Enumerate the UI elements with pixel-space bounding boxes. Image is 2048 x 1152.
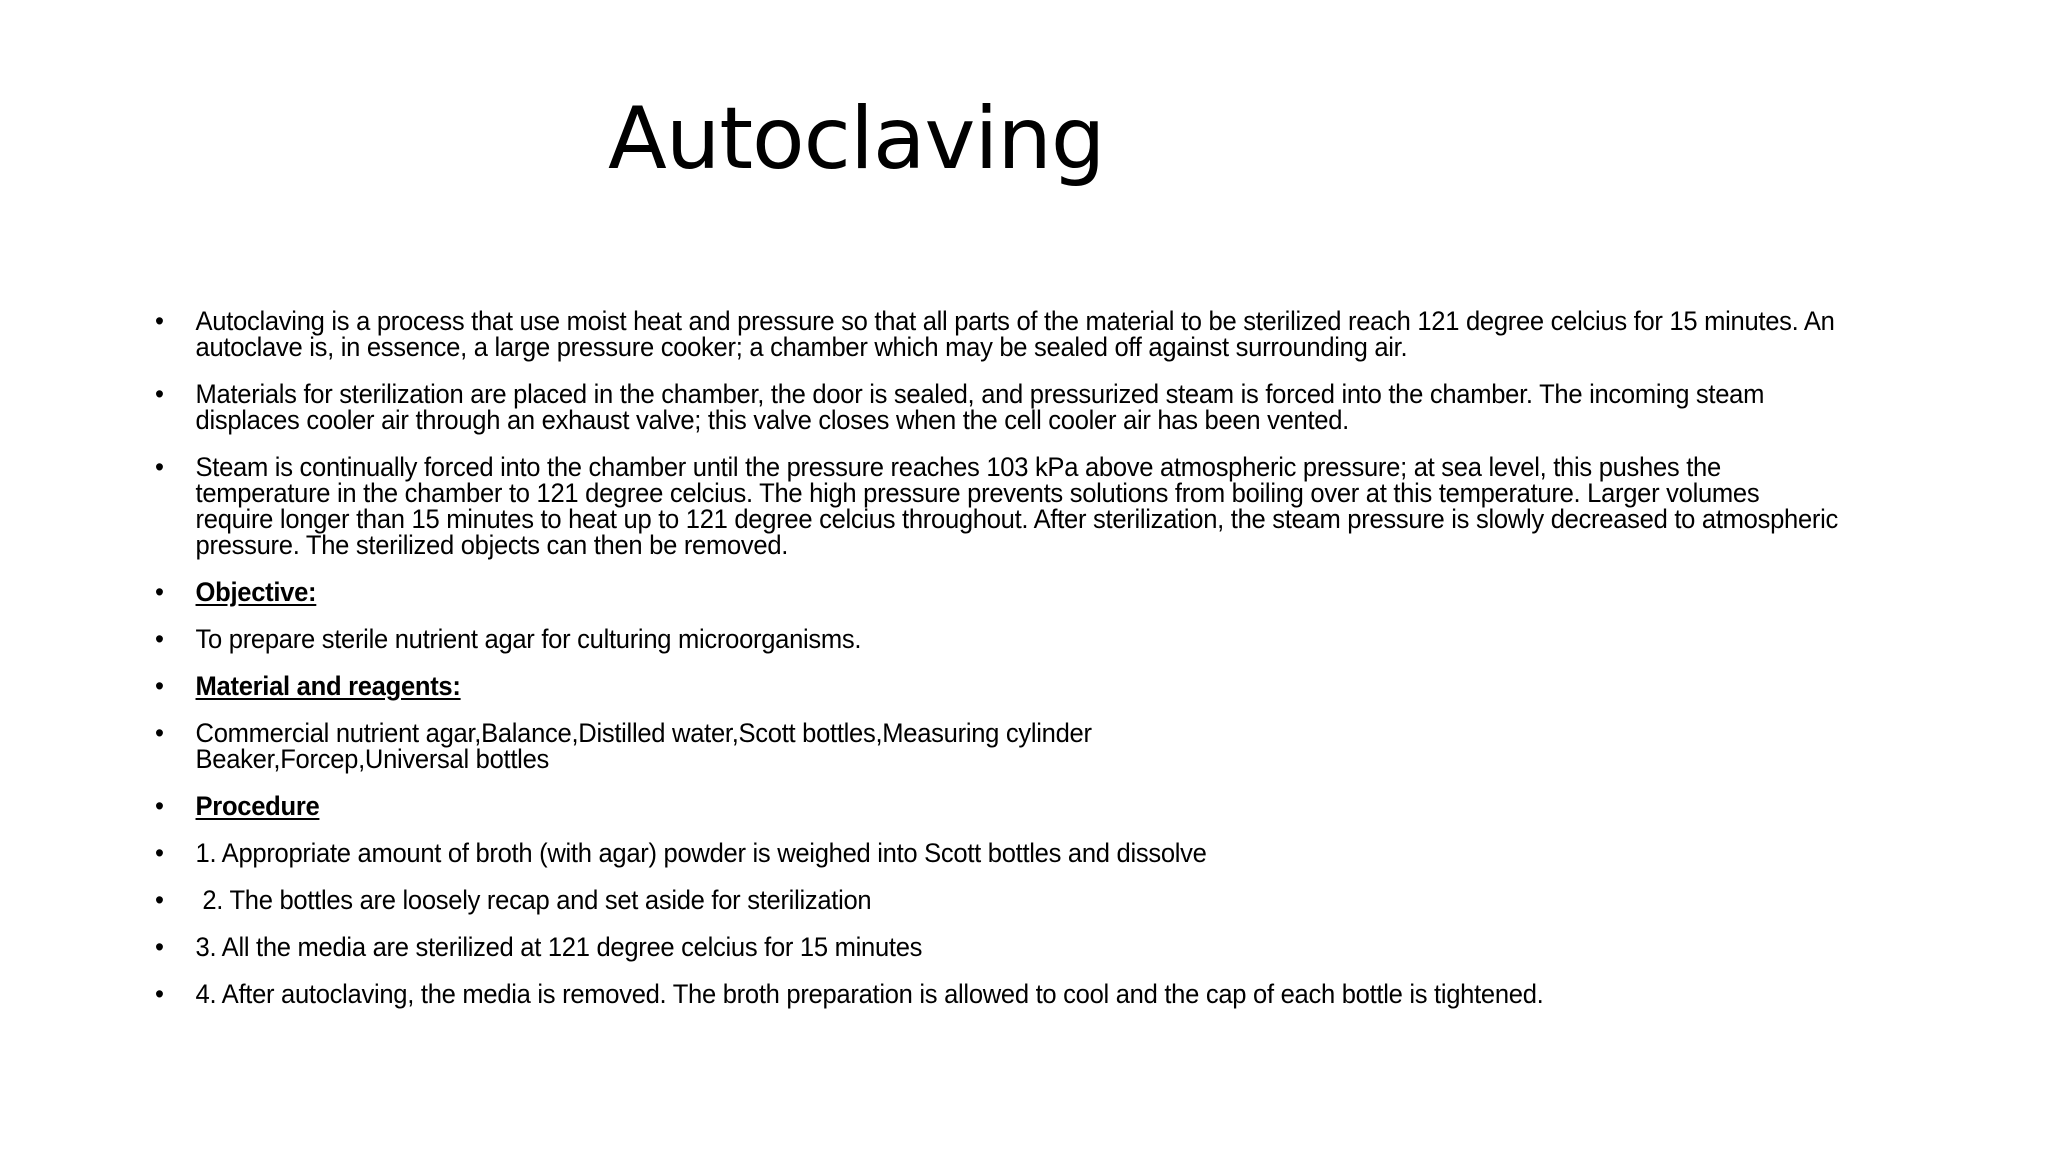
slide-title: Autoclaving bbox=[608, 89, 1105, 189]
bullet-text: To prepare sterile nutrient agar for culturing microorganisms. bbox=[195, 624, 862, 654]
bullet-text: 4. After autoclaving, the media is removed. The broth preparation is allowed to cool and the cap of each bottle is tightened. bbox=[195, 979, 1544, 1009]
section-heading: Material and reagents: bbox=[195, 671, 461, 701]
bullet-text: 1. Appropriate amount of broth (with agar) powder is weighed into Scott bottles and dissolve bbox=[195, 838, 1207, 868]
section-heading: Procedure bbox=[195, 791, 320, 821]
materials-line: Beaker,Forcep,Universal bottles bbox=[195, 744, 550, 774]
bullet-steam-pressure bbox=[155, 452, 1845, 560]
bullet-procedure-step-2 bbox=[155, 887, 1839, 913]
bullet-chamber-loading bbox=[155, 381, 1839, 433]
bullet-procedure-step-4 bbox=[155, 981, 1839, 1007]
bullet-autoclaving-definition bbox=[155, 306, 1842, 362]
bullet-text: Materials for sterilization are placed in the chamber, the door is sealed, and pressurized steam is forced into the chamber. The incoming steam displaces cooler air through an exhaust valve; this valve closes when the cell cooler air has been vented. bbox=[195, 379, 1771, 435]
bullet-procedure-step-3 bbox=[155, 934, 1839, 960]
section-heading: Objective: bbox=[195, 577, 317, 607]
bullet-text: Steam is continually forced into the chamber until the pressure reaches 103 kPa above atmospheric pressure; at sea level, this pushes the temperature in the chamber to 121 degree celcius. The high pressure prevents solutions from boiling over at this temperature. Larger volumes require longer than 15 minutes to heat up to 121 degree celcius throughout. After sterilization, the steam pressure is slowly decreased to atmospheric pressure. The sterilized objects can then be removed. bbox=[195, 452, 1845, 560]
bullet-objective-heading bbox=[155, 579, 1839, 605]
bullet-materials-list bbox=[155, 720, 1839, 772]
bullet-text: Autoclaving is a process that use moist heat and pressure so that all parts of the material to be sterilized reach 121 degree celcius for 15 minutes. An autoclave is, in essence, a large pressure cooker; a chamber which may be sealed off against surrounding air. bbox=[195, 306, 1842, 362]
bullet-procedure-step-1 bbox=[155, 840, 1839, 866]
bullet-list bbox=[155, 306, 1845, 1028]
materials-line: • Commercial nutrient agar,Balance,Distilled water,Scott bottles,Measuring cylinder bbox=[195, 718, 1092, 748]
bullet-objective-text bbox=[155, 626, 1839, 652]
bullet-text: 2. The bottles are loosely recap and set aside for sterilization bbox=[195, 885, 872, 915]
bullet-procedure-heading bbox=[155, 793, 1839, 819]
bullet-materials-heading bbox=[155, 673, 1839, 699]
bullet-text: 3. All the media are sterilized at 121 degree celcius for 15 minutes bbox=[195, 932, 923, 962]
